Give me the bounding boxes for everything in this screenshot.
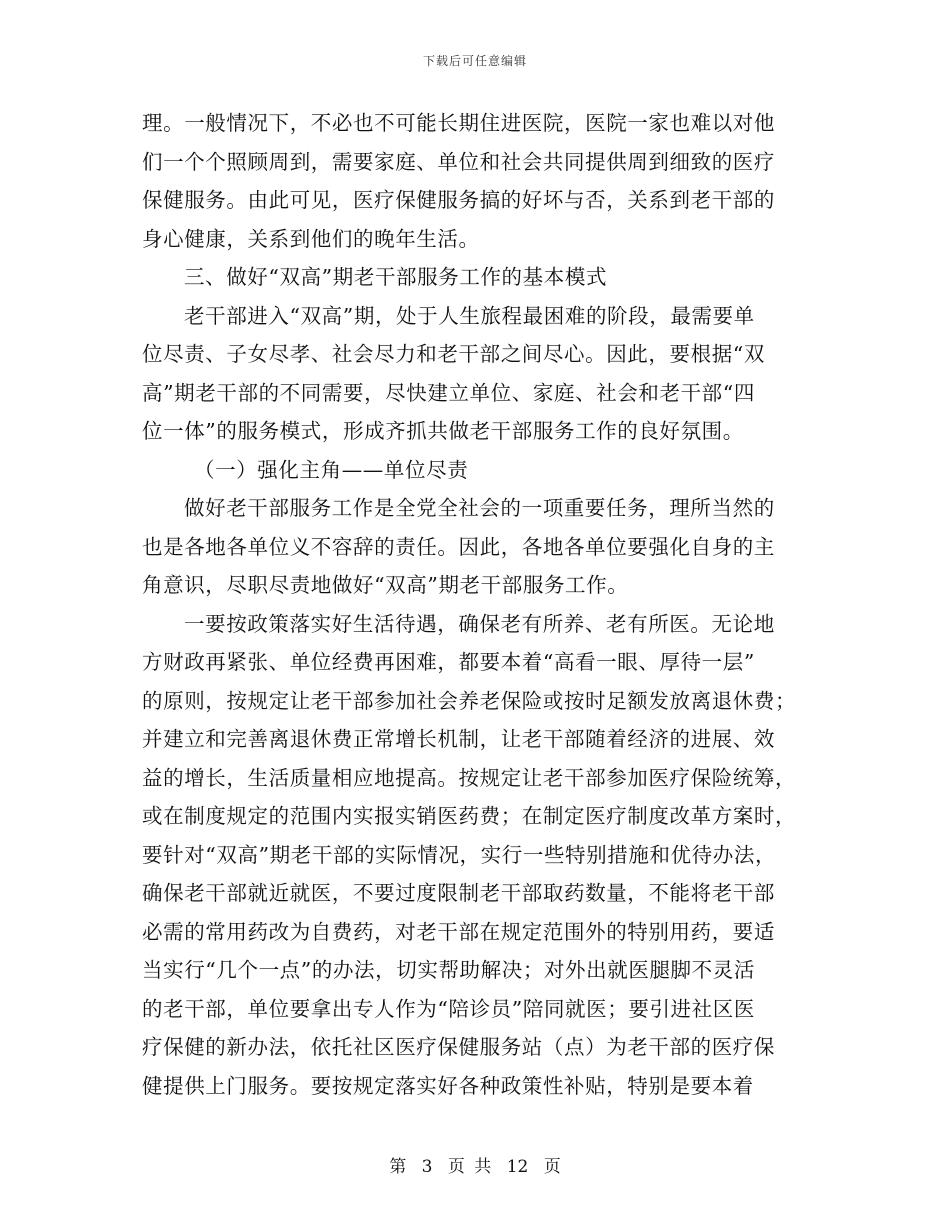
footer-prefix: 第	[389, 1157, 407, 1177]
text-line: 的原则，按规定让老干部参加社会养老保险或按时足额发放离退休费；	[142, 688, 797, 713]
text-line: 确保老干部就近就医，不要过度限制老干部取药数量，不能将老干部	[142, 881, 775, 905]
text-line: 保健服务。由此可见，医疗保健服务搞的好坏与否，关系到老干部的	[142, 188, 775, 212]
text-line: 位尽责、子女尽孝、社会尽力和老干部之间尽心。因此，要根据“双	[142, 342, 765, 366]
text-line: 疗保健的新办法，依托社区医疗保健服务站（点）为老干部的医疗保	[142, 1035, 775, 1059]
page-header: 下载后可任意编辑	[422, 54, 527, 68]
text-line: 位一体”的服务模式，形成齐抓共做老干部服务工作的良好氛围。	[142, 419, 744, 443]
total-pages: 12	[506, 1157, 529, 1177]
document-body	[142, 104, 802, 1105]
text-line: 角意识，尽职尽责地做好“双高”期老干部服务工作。	[142, 573, 629, 597]
text-line: 们一个个照顾周到，需要家庭、单位和社会共同提供周到细致的医疗	[142, 149, 775, 174]
text-line: 或在制度规定的范围内实报实销医药费；在制定医疗制度改革方案时，	[142, 804, 797, 828]
text-line: 当实行“几个一点”的办法，切实帮助解决；对外出就医腿脚不灵活	[142, 958, 755, 982]
footer-middle: 页 共	[447, 1157, 492, 1177]
text-line: 做好老干部服务工作是全党全社会的一项重要任务，理所当然的	[184, 496, 775, 520]
text-line: 益的增长，生活质量相应地提高。按规定让老干部参加医疗保险统筹，	[142, 765, 797, 790]
text-line: 并建立和完善离退休费正常增长机制，让老干部随着经济的进展、效	[142, 727, 775, 751]
page-footer	[0, 1152, 950, 1177]
subsection-heading: （一）强化主角——单位尽责	[194, 457, 469, 482]
text-line: 要针对“双高”期老干部的实际情况，实行一些特别措施和优待办法，	[142, 842, 777, 867]
text-line: 老干部进入“双高”期，处于人生旅程最困难的阶段，最需要单	[184, 303, 755, 328]
text-line: 理。一般情况下，不必也不可能长期住进医院，医院一家也难以对他	[142, 111, 775, 135]
footer-suffix: 页	[543, 1157, 561, 1177]
text-line: 方财政再紧张、单位经费再困难，都要本着“高看一眼、厚待一层”	[142, 650, 755, 674]
text-line: 也是各地各单位义不容辞的责任。因此，各地各单位要强化自身的主	[142, 534, 775, 559]
text-line: 的老干部，单位要拿出专人作为“陪诊员”陪同就医；要引进社区医	[142, 996, 755, 1021]
section-heading: 三、做好“双高”期老干部服务工作的基本模式	[184, 265, 608, 289]
page-number: 3	[421, 1157, 433, 1177]
text-line: 一要按政策落实好生活待遇，确保老有所养、老有所医。无论地	[184, 611, 775, 636]
text-line: 健提供上门服务。要按规定落实好各种政策性补贴，特别是要本着	[142, 1073, 754, 1098]
text-line: 必需的常用药改为自费药，对老干部在规定范围外的特别用药，要适	[142, 919, 775, 944]
text-line: 身心健康，关系到他们的晚年生活。	[142, 226, 480, 251]
text-line: 高”期老干部的不同需要，尽快建立单位、家庭、社会和老干部“四	[142, 380, 755, 405]
